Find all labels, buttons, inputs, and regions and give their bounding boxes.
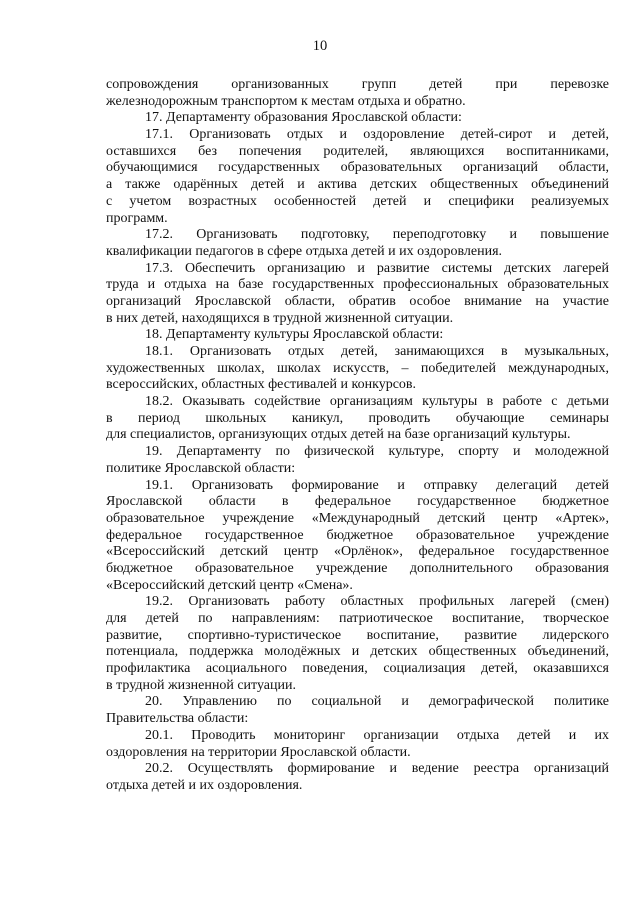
paragraph [106, 227, 609, 260]
paragraph-line: профилактика асоциального поведения, социализация детей, оказавшихся [106, 661, 609, 677]
paragraph-line: «Всероссийский детский центр «Орлёнок», федеральное государственное [106, 544, 609, 560]
document-body [106, 77, 609, 795]
paragraph-line: образовательное учреждение «Международный детский центр «Артек», [106, 510, 609, 526]
paragraph-line: 20. Управлению по социальной и демографической политике [145, 694, 609, 710]
paragraph-line: отдыха детей и их оздоровления. [106, 777, 303, 793]
paragraph-line: политике Ярославской области: [106, 460, 296, 476]
paragraph-line: Правительства области: [106, 711, 249, 727]
paragraph-line: организаций Ярославской области, обратив особое внимание на участие [106, 293, 609, 309]
paragraph-line: бюджетное образовательное учреждение дополнительного образования [106, 560, 609, 576]
paragraph-line: оздоровления на территории Ярославской области. [106, 744, 411, 760]
paragraph-line: обучающимися государственных образовательных организаций области, [106, 160, 609, 176]
paragraph [106, 478, 609, 595]
paragraph-line: потенциала, поддержка молодёжных и детских общественных объединений, [106, 644, 609, 660]
paragraph [106, 261, 609, 328]
paragraph [106, 327, 609, 344]
paragraph-line: 18. Департаменту культуры Ярославской области: [145, 327, 444, 343]
paragraph-line: 20.2. Осуществлять формирование и ведение реестра организаций [145, 761, 609, 777]
paragraph-line: в них детей, находящихся в трудной жизненной ситуации. [106, 310, 454, 326]
paragraph-line: 19.1. Организовать формирование и отправку делегаций детей [145, 477, 609, 493]
paragraph-line: с учетом возрастных особенностей детей и специфики реализуемых [106, 193, 609, 209]
paragraph-line: 17. Департаменту образования Ярославской области: [145, 110, 462, 126]
paragraph-line: для специалистов, организующих отдых детей на базе организаций культуры. [106, 427, 571, 443]
paragraph-line: «Всероссийский детский центр «Смена». [106, 577, 353, 593]
paragraph-line: железнодорожным транспортом к местам отдыха и обратно. [106, 93, 466, 109]
paragraph-line: в период школьных каникул, проводить обучающие семинары [106, 410, 609, 426]
paragraph [106, 594, 609, 694]
paragraph-line: труда и отдыха на базе государственных профессиональных образовательных [106, 277, 609, 293]
paragraph-line: 19.2. Организовать работу областных профильных лагерей (смен) [145, 594, 609, 610]
paragraph-line: развитие, спортивно-туристическое воспитание, развитие лидерского [106, 627, 609, 643]
paragraph-line: сопровождения организованных групп детей при перевозке [106, 77, 609, 92]
paragraph-line: художественных школах, школах искусств, – победителей международных, [106, 360, 609, 376]
paragraph [106, 110, 609, 127]
paragraph [106, 728, 609, 761]
paragraph-line: программ. [106, 210, 168, 226]
paragraph-line: квалификации педагогов в сфере отдыха детей и их оздоровления. [106, 243, 503, 259]
paragraph-line: в трудной жизненной ситуации. [106, 677, 296, 693]
paragraph [106, 761, 609, 794]
paragraph [106, 444, 609, 477]
paragraph-line: федеральное государственное бюджетное образовательное учреждение [106, 527, 609, 543]
paragraph-line: 18.2. Оказывать содействие организациям культуры в работе с детьми [145, 394, 609, 410]
paragraph-line: 17.1. Организовать отдых и оздоровление детей-сирот и детей, [145, 127, 609, 143]
page-number: 10 [312, 38, 328, 54]
paragraph [106, 127, 609, 227]
paragraph [106, 694, 609, 727]
paragraph-line: 20.1. Проводить мониторинг организации отдыха детей и их [145, 727, 609, 743]
paragraph-line: а также одарённых детей и актива детских общественных объединений [106, 177, 609, 193]
paragraph-line: всероссийских, областных фестивалей и конкурсов. [106, 377, 417, 393]
paragraph-line: 17.3. Обеспечить организацию и развитие системы детских лагерей [145, 260, 609, 276]
paragraph-line: 17.2. Организовать подготовку, переподготовку и повышение [145, 227, 609, 243]
paragraph-line: Ярославской области в федеральное государственное бюджетное [106, 494, 609, 510]
paragraph-line: 18.1. Организовать отдых детей, занимающихся в музыкальных, [145, 344, 609, 359]
paragraph-line: 19. Департаменту по физической культуре, спорту и молодежной [145, 444, 609, 460]
paragraph-line: оставшихся без попечения родителей, являющихся воспитанниками, [106, 143, 609, 159]
paragraph [106, 344, 609, 394]
paragraph [106, 77, 609, 110]
paragraph-line: для детей по направлениям: патриотическое воспитание, творческое [106, 611, 609, 626]
paragraph [106, 394, 609, 444]
